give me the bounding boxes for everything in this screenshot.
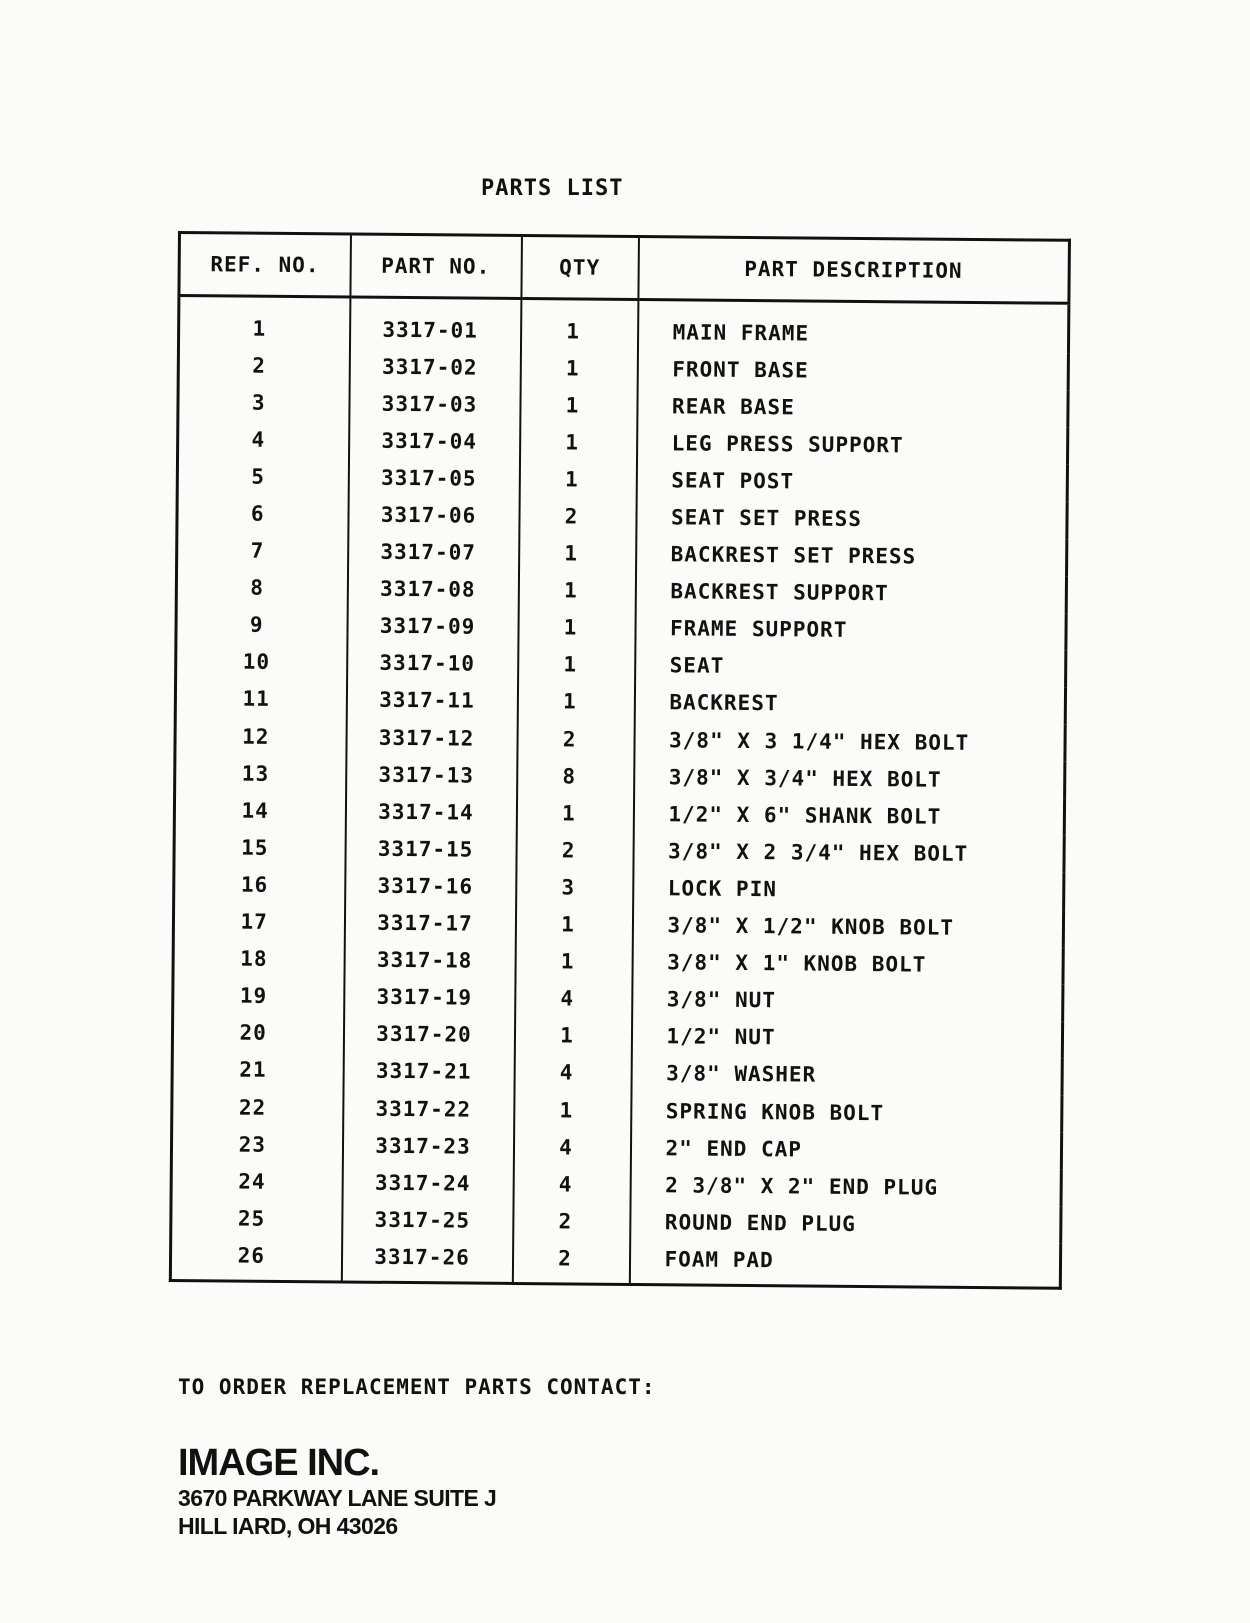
qty-cell: 2 (517, 720, 634, 758)
part-no-cell: 3317-12 (346, 719, 517, 758)
part-no-cell: 3317-08 (347, 570, 518, 609)
ref-no-cell: 3 (178, 383, 349, 422)
part-description-cell: FOAM PAD (664, 1247, 774, 1273)
ref-no-cell: 21 (172, 1051, 343, 1090)
ref-no-cell: 15 (174, 828, 345, 867)
ref-no-cell: 24 (171, 1162, 342, 1201)
qty-cell: 1 (519, 460, 636, 498)
qty-cell: 1 (520, 423, 637, 461)
ref-no-cell: 6 (177, 494, 348, 533)
part-description-cell: 1/2" NUT (666, 1024, 776, 1050)
part-no-cell: 3317-13 (346, 756, 517, 795)
part-no-cell: 3317-24 (342, 1164, 513, 1203)
part-no-cell: 3317-20 (343, 1015, 514, 1054)
part-description-cell: 3/8" NUT (666, 987, 777, 1013)
part-no-cell: 3317-17 (344, 904, 515, 943)
ref-no-cell: 2 (178, 346, 349, 385)
table-row (178, 296, 1068, 354)
part-no-cell: 3317-09 (347, 607, 518, 646)
part-no-cell: 3317-01 (349, 297, 520, 349)
part-description-cell: LEG PRESS SUPPORT (671, 431, 904, 458)
qty-cell: 1 (518, 646, 635, 684)
part-description-cell: MAIN FRAME (672, 319, 810, 346)
part-no-cell: 3317-14 (345, 793, 516, 832)
qty-cell: 1 (518, 609, 635, 647)
qty-cell: 4 (513, 1165, 630, 1203)
company-address-line-1: 3670 PARKWAY LANE SUITE J (178, 1485, 497, 1511)
qty-cell: 1 (519, 535, 636, 573)
qty-cell: 3 (516, 868, 633, 906)
qty-cell: 2 (516, 831, 633, 869)
part-no-cell: 3317-10 (347, 644, 518, 683)
part-description-cell: 3/8" X 2 3/4" HEX BOLT (668, 839, 969, 866)
qty-cell: 4 (514, 1054, 631, 1092)
part-description-cell: 3/8" X 3 1/4" HEX BOLT (668, 727, 970, 755)
part-no-cell: 3317-15 (345, 830, 516, 869)
ref-no-cell: 22 (172, 1088, 343, 1127)
qty-cell: 8 (517, 757, 634, 795)
part-description-cell: LOCK PIN (667, 876, 778, 902)
qty-cell: 1 (520, 349, 637, 387)
table-body (170, 296, 1069, 1289)
part-no-cell: 3317-06 (348, 496, 519, 535)
table-header-row (179, 233, 1070, 304)
header-qty: QTY (521, 235, 639, 299)
ref-no-cell: 14 (174, 791, 345, 830)
ref-no-cell: 12 (175, 717, 346, 756)
ref-no-cell: 9 (176, 606, 347, 645)
ref-no-cell: 10 (176, 643, 347, 682)
qty-cell: 2 (513, 1202, 630, 1240)
ref-no-cell: 23 (171, 1125, 342, 1164)
ref-no-cell: 4 (178, 420, 349, 459)
company-name: IMAGE INC. (178, 1442, 380, 1484)
qty-cell: 1 (520, 298, 637, 350)
ref-no-cell: 8 (176, 569, 347, 608)
part-description-cell: BACKREST (669, 690, 779, 716)
part-description-cell: 3/8" X 1" KNOB BOLT (667, 950, 927, 977)
qty-cell: 1 (517, 683, 634, 721)
qty-cell: 1 (514, 1091, 631, 1129)
ref-no-cell: 18 (173, 940, 344, 979)
ref-no-cell: 11 (175, 680, 346, 719)
part-description-cell: SEAT POST (671, 468, 795, 494)
part-no-cell: 3317-05 (348, 459, 519, 498)
part-description-cell: FRONT BASE (672, 356, 809, 383)
part-no-cell: 3317-19 (344, 978, 515, 1017)
part-description-cell: ROUND END PLUG (664, 1210, 856, 1236)
part-description-cell: 3/8" X 3/4" HEX BOLT (668, 764, 942, 792)
company-block (178, 1442, 496, 1540)
header-ref-no: REF. NO. (179, 233, 351, 297)
part-description-cell: 1/2" X 6" SHANK BOLT (668, 802, 942, 829)
qty-cell: 2 (519, 497, 636, 535)
part-no-cell: 3317-25 (342, 1201, 513, 1240)
ref-no-cell: 1 (178, 296, 349, 348)
qty-cell: 4 (515, 980, 632, 1018)
part-description-cell: 3/8" WASHER (666, 1061, 817, 1088)
part-description-cell: SEAT (669, 653, 725, 679)
part-no-cell: 3317-18 (344, 941, 515, 980)
qty-cell: 4 (513, 1128, 630, 1166)
contact-heading: TO ORDER REPLACEMENT PARTS CONTACT: (178, 1375, 656, 1399)
part-description-cell: SEAT SET PRESS (670, 505, 863, 531)
ref-no-cell: 13 (175, 754, 346, 793)
part-no-cell: 3317-07 (348, 533, 519, 572)
qty-cell: 1 (515, 943, 632, 981)
part-no-cell: 3317-22 (343, 1089, 514, 1128)
part-no-cell: 3317-26 (341, 1238, 512, 1284)
part-description-cell: FRAME SUPPORT (669, 616, 848, 643)
part-description-cell: 2" END CAP (665, 1135, 803, 1162)
part-no-cell: 3317-23 (342, 1127, 513, 1166)
header-part-no: PART NO. (350, 234, 522, 298)
ref-no-cell: 25 (171, 1199, 342, 1238)
parts-table (169, 231, 1071, 1290)
ref-no-cell: 7 (177, 532, 348, 571)
ref-no-cell: 5 (177, 457, 348, 496)
part-description-cell: BACKREST SET PRESS (670, 542, 917, 569)
part-no-cell: 3317-11 (346, 681, 517, 720)
page-title: PARTS LIST (481, 176, 624, 201)
ref-no-cell: 20 (172, 1014, 343, 1053)
header-part-description: PART DESCRIPTION (638, 237, 1070, 304)
ref-no-cell: 19 (173, 977, 344, 1016)
qty-cell: 2 (512, 1239, 629, 1285)
ref-no-cell: 26 (170, 1236, 341, 1282)
part-description-cell: 2 3/8" X 2" END PLUG (665, 1172, 939, 1200)
part-no-cell: 3317-21 (343, 1052, 514, 1091)
qty-cell: 1 (514, 1017, 631, 1055)
part-no-cell: 3317-03 (349, 385, 520, 424)
part-no-cell: 3317-02 (349, 348, 520, 387)
part-description-cell: BACKREST SUPPORT (670, 579, 889, 606)
part-description-cell: 3/8" X 1/2" KNOB BOLT (667, 913, 955, 940)
ref-no-cell: 16 (174, 865, 345, 904)
qty-cell: 1 (520, 386, 637, 424)
company-address-line-2: HILL IARD, OH 43026 (178, 1513, 398, 1539)
part-no-cell: 3317-04 (349, 422, 520, 461)
table-row (170, 1236, 1060, 1288)
ref-no-cell: 17 (173, 902, 344, 941)
qty-cell: 1 (518, 572, 635, 610)
part-description-cell: REAR BASE (671, 394, 795, 420)
qty-cell: 1 (515, 905, 632, 943)
qty-cell: 1 (516, 794, 633, 832)
part-description-cell: SPRING KNOB BOLT (665, 1098, 885, 1125)
part-no-cell: 3317-16 (345, 867, 516, 906)
